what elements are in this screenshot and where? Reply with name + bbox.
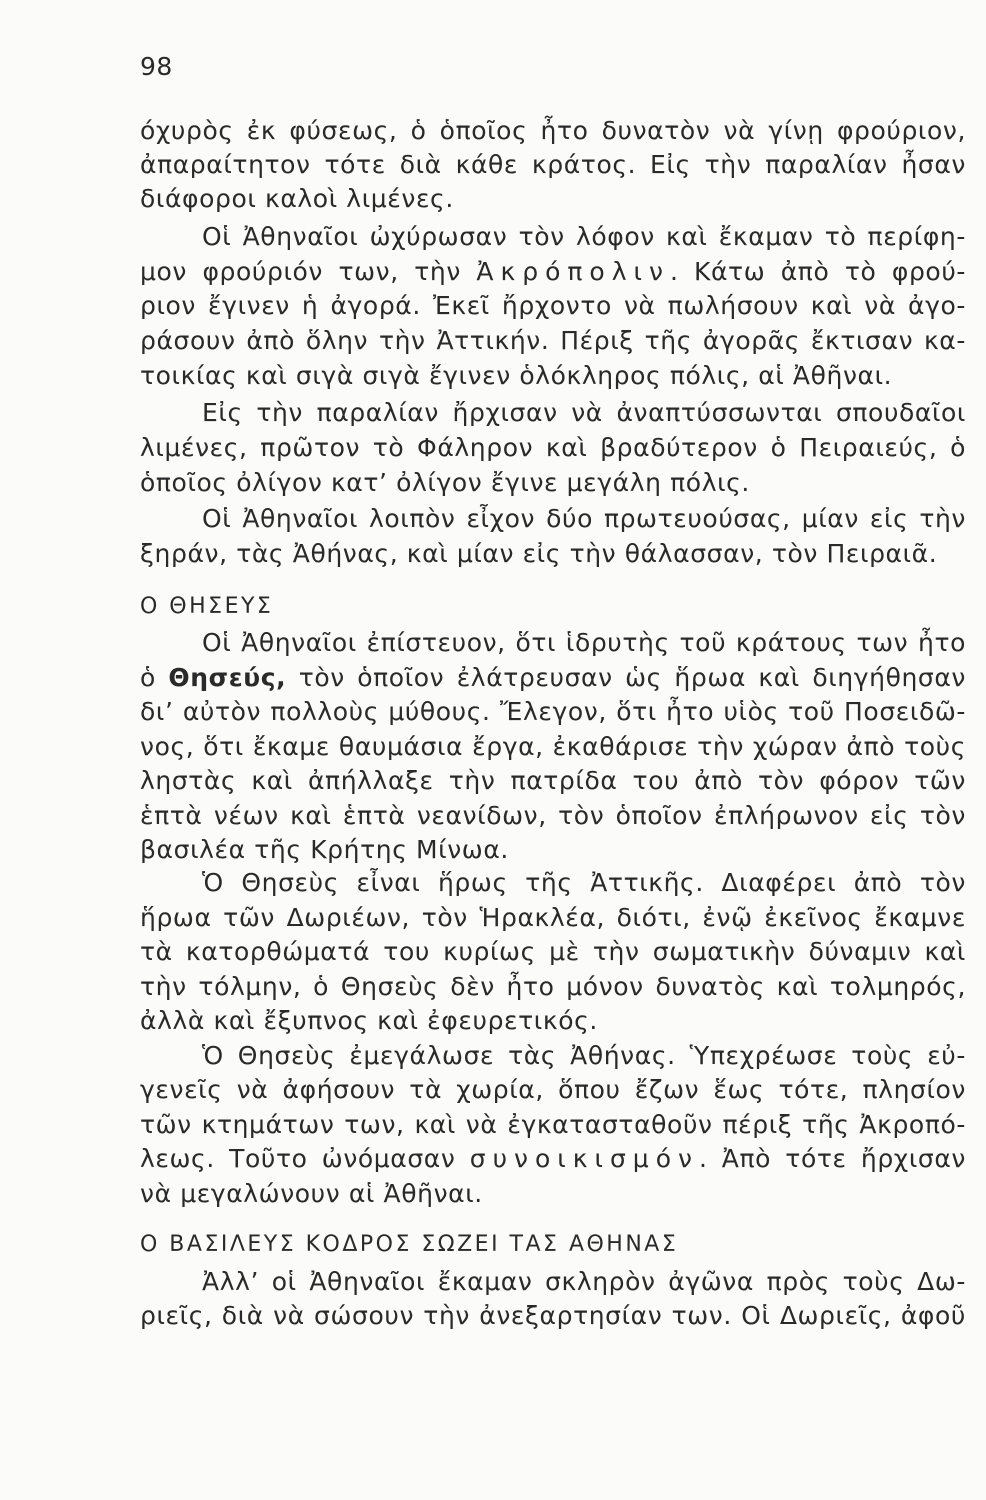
text-span: λεως. Τοῦτο ὠνόμασαν bbox=[140, 1144, 456, 1173]
text-line: γενεῖς νὰ ἀφήσουν τὰ χωρία, ὅπου ἔζων ἕως τότε, πλησίον bbox=[140, 1075, 966, 1104]
text-line: ὁποῖος ὀλίγον κατ’ ὀλίγον ἔγινε μεγάλη πόλις. bbox=[140, 468, 750, 497]
text-line: Ὁ Θησεὺς εἶναι ἥρως τῆς Ἀττικῆς. Διαφέρει ἀπὸ τὸν bbox=[202, 868, 966, 897]
text-line: ἀπαραίτητον τότε διὰ κάθε κράτος. Εἰς τὴν παραλίαν ἦσαν bbox=[140, 150, 966, 179]
text-line bbox=[140, 1142, 966, 1176]
section-heading: Ο ΒΑΣΙΛΕΥΣ ΚΟΔΡΟΣ ΣΩΖΕΙ ΤΑΣ ΑΘΗΝΑΣ bbox=[140, 1232, 679, 1257]
text-line: ληστὰς καὶ ἀπήλλαξε τὴν πατρίδα του ἀπὸ τὸν φόρον τῶν bbox=[140, 766, 966, 795]
emphasized-term: Ἀκρόπολιν bbox=[476, 257, 670, 286]
page-number: 98 bbox=[140, 52, 173, 81]
text-span: . Κάτω ἀπὸ τὸ φρού- bbox=[669, 257, 967, 286]
text-line: Οἱ Ἀθηναῖοι ἐπίστευον, ὅτι ἱδρυτὴς τοῦ κράτους των ἦτο bbox=[202, 628, 966, 657]
emphasized-term: συνοικισμόν bbox=[469, 1144, 699, 1173]
section-heading: Ο ΘΗΣΕΥΣ bbox=[140, 594, 274, 619]
text-line: ἥρωα τῶν Δωριέων, τὸν Ἡρακλέα, διότι, ἐνῷ ἐκεῖνος ἔκαμνε bbox=[140, 903, 966, 932]
text-span: μον φρούριόν των, τὴν bbox=[140, 257, 461, 286]
text-line: Οἱ Ἀθηναῖοι ὠχύρωσαν τὸν λόφον καὶ ἔκαμαν τὸ περίφη- bbox=[202, 222, 966, 251]
text-line: ξηράν, τὰς Ἀθήνας, καὶ μίαν εἰς τὴν θάλασσαν, τὸν Πειραιᾶ. bbox=[140, 539, 938, 568]
text-line: διάφοροι καλοὶ λιμένες. bbox=[140, 184, 454, 213]
text-line: τὴν τόλμην, ὁ Θησεὺς δὲν ἦτο μόνον δυνατὸς καὶ τολμηρός, bbox=[140, 972, 966, 1001]
text-line bbox=[140, 661, 966, 695]
text-line: λιμένες, πρῶτον τὸ Φάληρον καὶ βραδύτερον ὁ Πειραιεύς, ὁ bbox=[140, 433, 966, 462]
text-line: ριεῖς, διὰ νὰ σώσουν τὴν ἀνεξαρτησίαν των. Οἱ Δωριεῖς, ἀφοῦ bbox=[140, 1301, 966, 1330]
text-span: τὸν ὁποῖον ἐλάτρευσαν ὡς ἥρωα καὶ διηγήθησαν bbox=[298, 663, 967, 692]
text-line: τοικίας καὶ σιγὰ σιγὰ ἔγινεν ὁλόκληρος πόλις, αἱ Ἀθῆναι. bbox=[140, 361, 893, 390]
text-line: τῶν κτημάτων των, καὶ νὰ ἐγκατασταθοῦν πέριξ τῆς Ἀκροπό- bbox=[140, 1110, 966, 1139]
text-span: ὁ bbox=[140, 663, 156, 692]
text-span: . Ἀπὸ τότε ἤρχισαν bbox=[698, 1144, 966, 1173]
text-line: ἑπτὰ νέων καὶ ἑπτὰ νεανίδων, τὸν ὁποῖον ἐπλήρωνον εἰς τὸν bbox=[140, 801, 966, 830]
text-line: δι’ αὐτὸν πολλοὺς μύθους. Ἔλεγον, ὅτι ἦτο υἱὸς τοῦ Ποσειδῶ- bbox=[140, 697, 966, 726]
text-line: βασιλέα τῆς Κρήτης Μίνωα. bbox=[140, 835, 509, 864]
text-line bbox=[140, 255, 966, 289]
bold-term: Θησεύς, bbox=[168, 663, 287, 692]
text-line: Ἀλλ’ οἱ Ἀθηναῖοι ἔκαμαν σκληρὸν ἀγῶνα πρὸς τοὺς Δω- bbox=[202, 1267, 966, 1296]
text-line: νος, ὅτι ἔκαμε θαυμάσια ἔργα, ἐκαθάρισε τὴν χώραν ἀπὸ τοὺς bbox=[140, 732, 966, 761]
text-line: Εἰς τὴν παραλίαν ἤρχισαν νὰ ἀναπτύσσωνται σπουδαῖοι bbox=[202, 398, 966, 427]
text-line: Ὁ Θησεὺς ἐμεγάλωσε τὰς Ἀθήνας. Ὑπεχρέωσε τοὺς εὐ- bbox=[202, 1041, 966, 1070]
text-line: ριον ἔγινεν ἡ ἀγορά. Ἐκεῖ ἤρχοντο νὰ πωλήσουν καὶ νὰ ἀγο- bbox=[140, 291, 966, 320]
text-line: ράσουν ἀπὸ ὅλην τὴν Ἀττικήν. Πέριξ τῆς ἀγορᾶς ἔκτισαν κα- bbox=[140, 326, 966, 355]
text-line: ἀλλὰ καὶ ἔξυπνος καὶ ἐφευρετικός. bbox=[140, 1006, 598, 1035]
text-line: Οἱ Ἀθηναῖοι λοιπὸν εἶχον δύο πρωτευούσας, μίαν εἰς τὴν bbox=[202, 504, 966, 533]
text-line: όχυρὸς ἐκ φύσεως, ὁ ὁποῖος ἦτο δυνατὸν νὰ γίνῃ φρούριον, bbox=[140, 116, 966, 145]
text-line: τὰ κατορθώματά του κυρίως μὲ τὴν σωματικὴν δύναμιν καὶ bbox=[140, 937, 966, 966]
text-line: νὰ μεγαλώνουν αἱ Ἀθῆναι. bbox=[140, 1179, 483, 1208]
